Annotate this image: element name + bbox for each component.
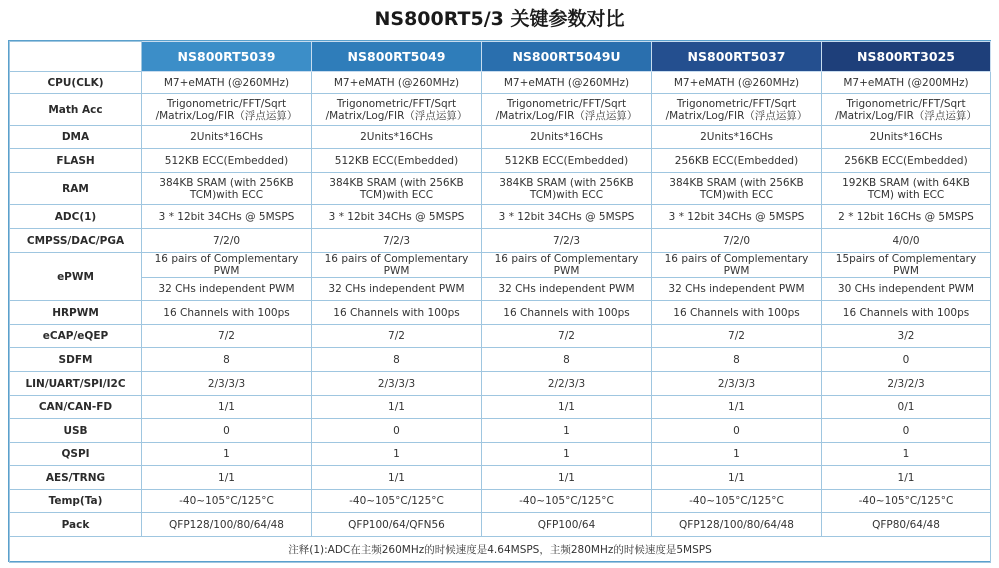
table-cell: -40~105°C/125°C (652, 490, 822, 513)
table-cell: 3 * 12bit 34CHs @ 5MSPS (652, 205, 822, 229)
row-label: HRPWM (10, 301, 142, 325)
table-cell: 16 pairs of Complementary PWM (312, 253, 482, 278)
table-cell: 1/1 (652, 396, 822, 419)
table-row (10, 229, 991, 253)
table-body (10, 72, 991, 563)
table-row (10, 173, 991, 205)
row-label: Math Acc (10, 94, 142, 126)
table-cell: 7/2/0 (142, 229, 312, 253)
table-cell: -40~105°C/125°C (312, 490, 482, 513)
table-cell: 1/1 (482, 396, 652, 419)
row-label: AES/TRNG (10, 466, 142, 490)
table-cell: QFP100/64/QFN56 (312, 513, 482, 537)
table-cell: 1/1 (822, 466, 991, 490)
table-cell: 8 (312, 348, 482, 372)
table-cell: 384KB SRAM (with 256KB TCM)with ECC (312, 173, 482, 205)
table-cell: M7+eMATH (@200MHz) (822, 72, 991, 94)
table-row (10, 149, 991, 173)
row-label: Temp(Ta) (10, 490, 142, 513)
table-cell: 8 (652, 348, 822, 372)
table-cell: 3 * 12bit 34CHs @ 5MSPS (312, 205, 482, 229)
table-cell: 1 (482, 443, 652, 466)
table-cell: Trigonometric/FFT/Sqrt /Matrix/Log/FIR（浮点运算） (142, 94, 312, 126)
row-label: DMA (10, 126, 142, 149)
comparison-table-container (8, 40, 991, 562)
table-cell: 2Units*16CHs (482, 126, 652, 149)
table-cell: 7/2/3 (482, 229, 652, 253)
row-label: RAM (10, 173, 142, 205)
row-label: CAN/CAN-FD (10, 396, 142, 419)
note-row (10, 537, 991, 563)
table-row (10, 396, 991, 419)
comparison-table (9, 41, 991, 563)
row-label: eCAP/eQEP (10, 325, 142, 348)
table-cell: 1 (142, 443, 312, 466)
table-cell: 1/1 (652, 466, 822, 490)
table-cell: 30 CHs independent PWM (822, 278, 991, 301)
table-cell: 512KB ECC(Embedded) (142, 149, 312, 173)
table-cell: 512KB ECC(Embedded) (482, 149, 652, 173)
table-cell: M7+eMATH (@260MHz) (142, 72, 312, 94)
table-cell: 2Units*16CHs (822, 126, 991, 149)
table-cell: -40~105°C/125°C (142, 490, 312, 513)
table-cell: 2/3/3/3 (312, 372, 482, 396)
table-cell: QFP128/100/80/64/48 (652, 513, 822, 537)
table-row (10, 253, 991, 278)
column-header: NS800RT3025 (822, 42, 991, 72)
table-cell: 1 (312, 443, 482, 466)
table-cell: M7+eMATH (@260MHz) (312, 72, 482, 94)
table-cell: 32 CHs independent PWM (312, 278, 482, 301)
table-cell: 384KB SRAM (with 256KB TCM)with ECC (482, 173, 652, 205)
table-cell: QFP80/64/48 (822, 513, 991, 537)
column-header: NS800RT5039 (142, 42, 312, 72)
table-row (10, 419, 991, 443)
table-cell: 256KB ECC(Embedded) (822, 149, 991, 173)
table-cell: 1/1 (142, 396, 312, 419)
table-cell: -40~105°C/125°C (482, 490, 652, 513)
table-cell: 1/1 (142, 466, 312, 490)
row-label: SDFM (10, 348, 142, 372)
table-cell: 16 Channels with 100ps (482, 301, 652, 325)
table-cell: M7+eMATH (@260MHz) (482, 72, 652, 94)
table-cell: 16 Channels with 100ps (652, 301, 822, 325)
header-corner (10, 42, 142, 72)
table-cell: 2Units*16CHs (312, 126, 482, 149)
footnote: 注释(1):ADC在主频260MHz的时候速度是4.64MSPS，主频280MHz的时候速度是5MSPS (10, 537, 991, 563)
table-cell: 15pairs of Complementary PWM (822, 253, 991, 278)
table-cell: 2Units*16CHs (142, 126, 312, 149)
table-cell: Trigonometric/FFT/Sqrt /Matrix/Log/FIR（浮点运算） (652, 94, 822, 126)
table-cell: 2/2/3/3 (482, 372, 652, 396)
table-cell: QFP128/100/80/64/48 (142, 513, 312, 537)
table-cell: 16 pairs of Complementary PWM (142, 253, 312, 278)
table-cell: 2/3/3/3 (142, 372, 312, 396)
table-cell: 384KB SRAM (with 256KB TCM)with ECC (652, 173, 822, 205)
table-row (10, 126, 991, 149)
table-cell: 7/2 (312, 325, 482, 348)
table-cell: 2Units*16CHs (652, 126, 822, 149)
table-cell: 7/2 (652, 325, 822, 348)
table-cell: 0 (652, 419, 822, 443)
table-cell: 256KB ECC(Embedded) (652, 149, 822, 173)
table-cell: 2 * 12bit 16CHs @ 5MSPS (822, 205, 991, 229)
table-cell: 0 (822, 348, 991, 372)
table-cell: 1 (482, 419, 652, 443)
table-row (10, 348, 991, 372)
row-label: CMPSS/DAC/PGA (10, 229, 142, 253)
table-cell: 0/1 (822, 396, 991, 419)
row-label: QSPI (10, 443, 142, 466)
table-cell: 384KB SRAM (with 256KB TCM)with ECC (142, 173, 312, 205)
table-cell: 7/2/0 (652, 229, 822, 253)
table-cell: 1 (652, 443, 822, 466)
table-cell: 32 CHs independent PWM (482, 278, 652, 301)
table-cell: 16 Channels with 100ps (142, 301, 312, 325)
table-cell: 3/2 (822, 325, 991, 348)
table-cell: 7/2 (142, 325, 312, 348)
table-cell: 16 pairs of Complementary PWM (482, 253, 652, 278)
table-cell: 2/3/3/3 (652, 372, 822, 396)
table-cell: Trigonometric/FFT/Sqrt /Matrix/Log/FIR（浮点运算） (312, 94, 482, 126)
table-cell: 2/3/2/3 (822, 372, 991, 396)
table-cell: 32 CHs independent PWM (652, 278, 822, 301)
table-cell: 512KB ECC(Embedded) (312, 149, 482, 173)
table-row (10, 72, 991, 94)
table-cell: 1 (822, 443, 991, 466)
table-cell: 16 pairs of Complementary PWM (652, 253, 822, 278)
table-cell: Trigonometric/FFT/Sqrt /Matrix/Log/FIR（浮点运算） (822, 94, 991, 126)
table-cell: 1/1 (482, 466, 652, 490)
column-header: NS800RT5049U (482, 42, 652, 72)
table-cell: 3 * 12bit 34CHs @ 5MSPS (142, 205, 312, 229)
table-cell: 3 * 12bit 34CHs @ 5MSPS (482, 205, 652, 229)
row-label: LIN/UART/SPI/I2C (10, 372, 142, 396)
table-cell: 192KB SRAM (with 64KB TCM) with ECC (822, 173, 991, 205)
table-row (10, 325, 991, 348)
table-cell: -40~105°C/125°C (822, 490, 991, 513)
row-label: Pack (10, 513, 142, 537)
row-label: USB (10, 419, 142, 443)
row-label: FLASH (10, 149, 142, 173)
table-row (10, 372, 991, 396)
table-cell: 16 Channels with 100ps (312, 301, 482, 325)
table-cell: 7/2 (482, 325, 652, 348)
table-cell: 8 (482, 348, 652, 372)
table-cell: 0 (142, 419, 312, 443)
table-row (10, 94, 991, 126)
table-cell: 0 (312, 419, 482, 443)
table-row (10, 278, 991, 301)
table-cell: 8 (142, 348, 312, 372)
column-header: NS800RT5037 (652, 42, 822, 72)
row-label: CPU(CLK) (10, 72, 142, 94)
table-cell: QFP100/64 (482, 513, 652, 537)
table-row (10, 205, 991, 229)
table-cell: M7+eMATH (@260MHz) (652, 72, 822, 94)
row-label: ADC(1) (10, 205, 142, 229)
table-cell: 4/0/0 (822, 229, 991, 253)
table-row (10, 490, 991, 513)
table-cell: 32 CHs independent PWM (142, 278, 312, 301)
page-title: NS800RT5/3 关键参数对比 (374, 8, 625, 30)
table-cell: 7/2/3 (312, 229, 482, 253)
table-cell: Trigonometric/FFT/Sqrt /Matrix/Log/FIR（浮点运算） (482, 94, 652, 126)
table-row (10, 443, 991, 466)
table-cell: 1/1 (312, 396, 482, 419)
table-cell: 1/1 (312, 466, 482, 490)
column-header: NS800RT5049 (312, 42, 482, 72)
table-row (10, 301, 991, 325)
header-row (10, 42, 991, 72)
table-cell: 16 Channels with 100ps (822, 301, 991, 325)
table-row (10, 466, 991, 490)
table-cell: 0 (822, 419, 991, 443)
table-row (10, 513, 991, 537)
row-label: ePWM (10, 253, 142, 301)
